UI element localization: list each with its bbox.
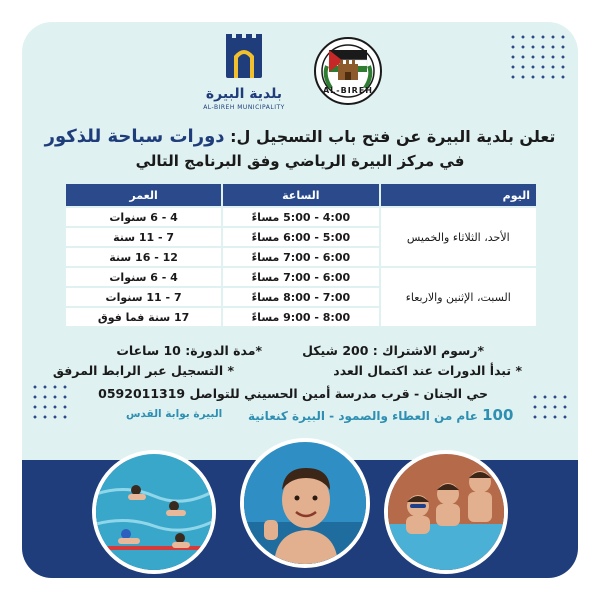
start-text: * تبدأ الدورات عند اكتمال العدد — [333, 363, 522, 378]
fee-text: *رسوم الاشتراك : 200 شيكل — [302, 343, 484, 358]
gate-slogan: البيرة بوابة القدس — [126, 408, 223, 420]
age-cell: 17 سنة فما فوق — [66, 308, 221, 326]
decorative-dots — [30, 382, 70, 422]
age-cell: 7 - 11 سنة — [66, 228, 221, 246]
address-text: حي الجنان - قرب مدرسة أمين الحسيني للتواصل 0592011319 — [98, 386, 488, 401]
municipality-name-en: AL-BIREH MUNICIPALITY — [203, 104, 285, 111]
header-day: اليوم — [381, 184, 536, 206]
decorative-dots — [508, 32, 568, 82]
municipality-logo — [194, 32, 294, 116]
table-row — [66, 208, 536, 226]
headline-accent: دورات سباحة للذكور — [44, 126, 225, 147]
register-text: * التسجيل عبر الرابط المرفق — [52, 363, 234, 378]
seal-text: AL-BIREH — [322, 86, 373, 95]
header-age: العمر — [66, 184, 221, 206]
duration-text: *مدة الدورة: 10 ساعات — [116, 343, 262, 358]
age-cell: 4 - 6 سنوات — [66, 208, 221, 226]
time-cell: 7:00 - 8:00 مساءً — [223, 288, 378, 306]
photo-boys-in-pool — [384, 450, 508, 574]
schedule-table — [64, 182, 538, 328]
centenary-text: عام من العطاء والصمود - البيرة كنعانية — [248, 409, 478, 423]
age-cell: 7 - 11 سنوات — [66, 288, 221, 306]
headline-prefix: تعلن بلدية البيرة عن فتح باب التسجيل ل: — [230, 127, 556, 146]
centenary-number: 100 — [482, 406, 514, 424]
al-bireh-seal-logo — [313, 36, 383, 106]
centenary-slogan — [248, 406, 513, 424]
time-cell: 5:00 - 6:00 مساءً — [223, 228, 378, 246]
age-cell: 12 - 16 سنة — [66, 248, 221, 266]
age-cell: 4 - 6 سنوات — [66, 268, 221, 286]
headline-subline: في مركز البيرة الرياضي وفق البرنامج التالي — [135, 152, 465, 170]
table-row — [66, 268, 536, 286]
time-cell: 6:00 - 7:00 مساءً — [223, 268, 378, 286]
decorative-dots — [530, 392, 570, 422]
time-cell: 6:00 - 7:00 مساءً — [223, 248, 378, 266]
time-cell: 4:00 - 5:00 مساءً — [223, 208, 378, 226]
header-time: الساعة — [223, 184, 378, 206]
photo-pool-swimmers — [92, 450, 216, 574]
time-cell: 8:00 - 9:00 مساءً — [223, 308, 378, 326]
municipality-name-ar: بلدية البيرة — [205, 86, 283, 102]
day-cell: السبت، الإثنين والاربعاء — [381, 268, 536, 326]
day-cell: الأحد، الثلاثاء والخميس — [381, 208, 536, 266]
photo-boy-thumbs-up — [240, 438, 370, 568]
headline — [40, 126, 560, 147]
